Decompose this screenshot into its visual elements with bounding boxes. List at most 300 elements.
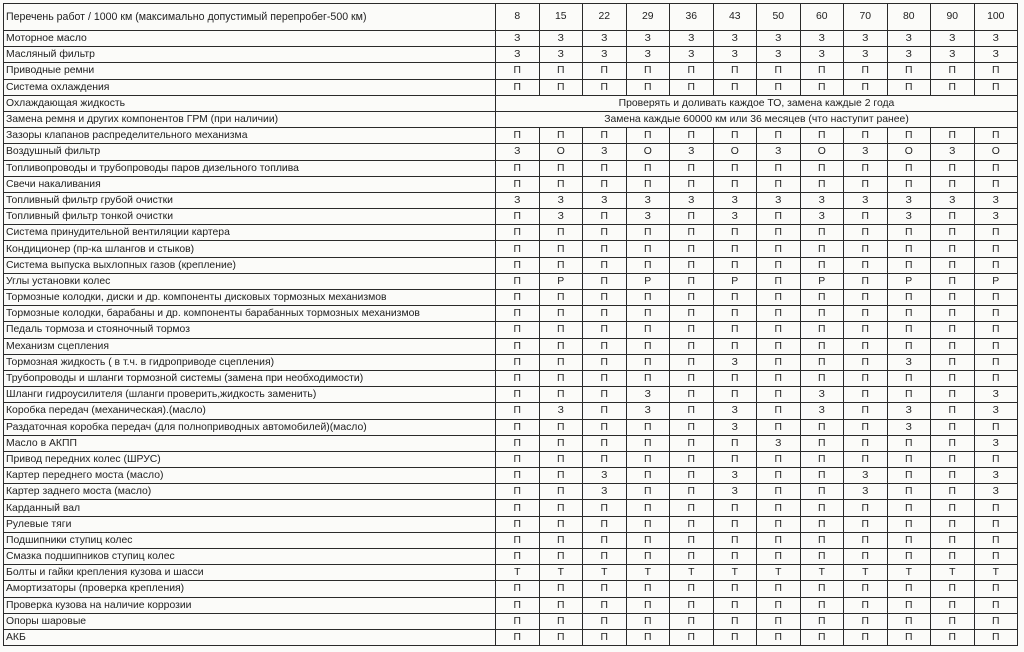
work-item-cell: П <box>931 419 975 435</box>
work-item-cell: П <box>539 354 583 370</box>
table-row <box>4 451 1018 467</box>
work-item-cell: З <box>844 192 888 208</box>
work-item-cell: П <box>844 597 888 613</box>
work-item-cell: П <box>800 338 844 354</box>
table-row <box>4 63 1018 79</box>
work-item-name: Кондиционер (пр-ка шлангов и стыков) <box>4 241 496 257</box>
work-item-cell: П <box>844 257 888 273</box>
work-item-cell: П <box>800 435 844 451</box>
work-item-cell: П <box>583 354 627 370</box>
work-item-cell: З <box>974 435 1018 451</box>
work-item-cell: П <box>757 500 801 516</box>
table-row <box>4 95 1018 111</box>
work-item-cell: П <box>800 581 844 597</box>
work-item-cell: П <box>496 225 540 241</box>
work-item-cell: П <box>844 532 888 548</box>
work-item-cell: П <box>757 63 801 79</box>
work-item-cell: З <box>626 47 670 63</box>
work-item-cell: З <box>539 31 583 47</box>
work-item-cell: П <box>844 79 888 95</box>
work-item-cell: З <box>626 192 670 208</box>
work-item-cell: П <box>931 532 975 548</box>
work-item-cell: П <box>887 613 931 629</box>
work-item-cell: П <box>844 629 888 645</box>
table-row <box>4 128 1018 144</box>
table-row <box>4 241 1018 257</box>
work-item-cell: П <box>800 322 844 338</box>
work-item-cell: П <box>800 629 844 645</box>
work-item-cell: П <box>539 322 583 338</box>
work-item-cell: П <box>974 225 1018 241</box>
work-item-cell: П <box>626 419 670 435</box>
work-item-cell: П <box>931 176 975 192</box>
table-row <box>4 468 1018 484</box>
work-item-cell: П <box>626 549 670 565</box>
work-item-cell: П <box>496 581 540 597</box>
work-item-cell: П <box>670 176 714 192</box>
table-row <box>4 370 1018 386</box>
work-item-cell: П <box>757 273 801 289</box>
work-item-cell: П <box>713 532 757 548</box>
work-item-cell: П <box>496 322 540 338</box>
work-item-cell: П <box>626 322 670 338</box>
work-item-cell: П <box>931 241 975 257</box>
work-item-cell: З <box>757 31 801 47</box>
work-item-cell: П <box>757 225 801 241</box>
work-item-name: Система охлаждения <box>4 79 496 95</box>
work-item-cell: П <box>757 597 801 613</box>
work-item-cell: П <box>974 338 1018 354</box>
work-item-cell: П <box>626 532 670 548</box>
work-item-cell: П <box>583 209 627 225</box>
work-item-cell: П <box>713 516 757 532</box>
table-row <box>4 484 1018 500</box>
work-item-cell: П <box>583 500 627 516</box>
work-item-cell: П <box>844 549 888 565</box>
work-item-cell: П <box>626 354 670 370</box>
work-item-cell: З <box>713 403 757 419</box>
work-item-cell: Т <box>844 565 888 581</box>
work-item-cell: П <box>583 257 627 273</box>
work-item-name: Подшипники ступиц колес <box>4 532 496 548</box>
work-item-cell: П <box>539 160 583 176</box>
work-item-name: Карданный вал <box>4 500 496 516</box>
work-item-cell: П <box>496 160 540 176</box>
work-item-cell: П <box>757 629 801 645</box>
work-item-cell: П <box>670 532 714 548</box>
work-item-cell: П <box>713 79 757 95</box>
work-item-cell: З <box>539 47 583 63</box>
work-item-cell: П <box>887 176 931 192</box>
work-item-cell: П <box>670 387 714 403</box>
work-item-cell: П <box>496 516 540 532</box>
work-item-cell: П <box>887 532 931 548</box>
work-item-cell: П <box>974 549 1018 565</box>
work-item-cell: П <box>844 581 888 597</box>
work-item-cell: З <box>496 192 540 208</box>
work-item-cell: П <box>974 500 1018 516</box>
work-item-cell: П <box>713 128 757 144</box>
work-item-cell: П <box>539 516 583 532</box>
work-item-cell: П <box>757 532 801 548</box>
work-item-cell: П <box>670 581 714 597</box>
work-item-cell: П <box>757 79 801 95</box>
interval-header: 50 <box>757 4 801 31</box>
work-item-cell: З <box>583 484 627 500</box>
work-item-cell: П <box>583 176 627 192</box>
work-item-note: Замена каждые 60000 км или 36 месяцев (что наступит ранее) <box>496 111 1018 127</box>
work-item-cell: П <box>713 176 757 192</box>
work-item-name: Шланги гидроусилителя (шланги проверить,жидкость заменить) <box>4 387 496 403</box>
work-item-cell: П <box>496 597 540 613</box>
work-item-cell: П <box>931 354 975 370</box>
work-item-cell: П <box>670 451 714 467</box>
work-item-name: Болты и гайки крепления кузова и шасси <box>4 565 496 581</box>
work-item-cell: З <box>800 47 844 63</box>
work-item-cell: П <box>887 225 931 241</box>
work-item-cell: П <box>713 451 757 467</box>
work-item-cell: П <box>844 451 888 467</box>
interval-header: 70 <box>844 4 888 31</box>
work-item-cell: П <box>887 370 931 386</box>
work-item-cell: П <box>800 370 844 386</box>
work-item-cell: З <box>670 31 714 47</box>
work-item-cell: З <box>539 209 583 225</box>
work-item-cell: П <box>670 273 714 289</box>
work-item-cell: З <box>974 387 1018 403</box>
work-item-cell: П <box>670 484 714 500</box>
work-item-name: Углы установки колес <box>4 273 496 289</box>
work-item-cell: П <box>583 581 627 597</box>
work-item-cell: П <box>670 225 714 241</box>
work-item-cell: З <box>844 31 888 47</box>
work-item-cell: П <box>670 128 714 144</box>
work-item-cell: П <box>844 176 888 192</box>
work-item-name: Раздаточная коробка передач (для полноприводных автомобилей)(масло) <box>4 419 496 435</box>
work-item-cell: П <box>626 629 670 645</box>
work-item-cell: О <box>539 144 583 160</box>
work-item-cell: П <box>626 516 670 532</box>
work-item-cell: П <box>844 225 888 241</box>
work-item-cell: П <box>800 160 844 176</box>
work-item-cell: П <box>713 322 757 338</box>
table-row <box>4 257 1018 273</box>
work-item-cell: П <box>626 613 670 629</box>
work-item-cell: П <box>974 419 1018 435</box>
work-item-cell: П <box>496 549 540 565</box>
work-item-cell: П <box>931 273 975 289</box>
work-item-name: Зазоры клапанов распределительного механизма <box>4 128 496 144</box>
work-item-cell: П <box>757 257 801 273</box>
work-item-cell: П <box>800 468 844 484</box>
interval-header: 90 <box>931 4 975 31</box>
work-item-cell: П <box>887 468 931 484</box>
work-item-cell: П <box>931 435 975 451</box>
work-item-cell: П <box>757 403 801 419</box>
work-item-cell: П <box>539 451 583 467</box>
work-item-cell: П <box>887 63 931 79</box>
work-item-cell: П <box>931 338 975 354</box>
work-item-cell: З <box>713 31 757 47</box>
work-item-cell: Т <box>539 565 583 581</box>
work-item-cell: П <box>974 532 1018 548</box>
work-item-cell: З <box>887 192 931 208</box>
work-item-cell: П <box>626 290 670 306</box>
work-item-cell: П <box>887 500 931 516</box>
work-item-cell: П <box>539 290 583 306</box>
work-item-cell: П <box>931 128 975 144</box>
work-item-cell: П <box>539 176 583 192</box>
work-item-cell: П <box>583 290 627 306</box>
table-row <box>4 354 1018 370</box>
work-item-cell: З <box>539 192 583 208</box>
work-item-cell: П <box>539 629 583 645</box>
work-item-cell: П <box>974 176 1018 192</box>
table-row <box>4 338 1018 354</box>
work-item-cell: П <box>539 597 583 613</box>
work-item-cell: П <box>800 306 844 322</box>
work-item-cell: П <box>931 79 975 95</box>
work-item-cell: П <box>496 290 540 306</box>
work-item-name: Тормозные колодки, барабаны и др. компоненты барабанных тормозных механизмов <box>4 306 496 322</box>
work-item-cell: П <box>539 257 583 273</box>
work-item-cell: З <box>626 403 670 419</box>
work-item-cell: П <box>583 306 627 322</box>
work-item-cell: Т <box>974 565 1018 581</box>
work-item-cell: З <box>496 144 540 160</box>
work-item-cell: П <box>757 241 801 257</box>
table-row <box>4 111 1018 127</box>
work-item-cell: П <box>931 306 975 322</box>
work-item-cell: П <box>670 209 714 225</box>
work-item-name: Картер переднего моста (масло) <box>4 468 496 484</box>
work-item-cell: П <box>496 484 540 500</box>
work-item-cell: З <box>887 209 931 225</box>
work-item-cell: П <box>800 63 844 79</box>
work-item-cell: З <box>757 192 801 208</box>
work-item-cell: П <box>670 306 714 322</box>
work-item-cell: П <box>583 225 627 241</box>
table-row <box>4 322 1018 338</box>
work-item-cell: П <box>713 500 757 516</box>
work-item-cell: П <box>800 241 844 257</box>
work-item-cell: П <box>974 128 1018 144</box>
work-item-cell: П <box>887 128 931 144</box>
work-item-cell: П <box>583 63 627 79</box>
work-item-cell: П <box>757 613 801 629</box>
work-item-name: Коробка передач (механическая).(масло) <box>4 403 496 419</box>
work-item-cell: З <box>539 403 583 419</box>
work-item-name: Замена ремня и других компонентов ГРМ (при наличии) <box>4 111 496 127</box>
work-item-cell: З <box>496 31 540 47</box>
work-item-cell: П <box>800 354 844 370</box>
work-item-cell: П <box>757 370 801 386</box>
work-item-cell: П <box>496 370 540 386</box>
work-item-name: Рулевые тяги <box>4 516 496 532</box>
work-item-cell: П <box>931 500 975 516</box>
work-item-cell: П <box>626 128 670 144</box>
work-item-cell: П <box>974 241 1018 257</box>
work-item-cell: П <box>626 241 670 257</box>
work-item-cell: П <box>844 63 888 79</box>
work-item-cell: П <box>670 322 714 338</box>
work-item-name: Приводные ремни <box>4 63 496 79</box>
work-item-name: Масляный фильтр <box>4 47 496 63</box>
work-item-cell: П <box>626 338 670 354</box>
work-item-cell: П <box>670 160 714 176</box>
work-item-cell: П <box>583 403 627 419</box>
work-item-cell: П <box>670 354 714 370</box>
work-item-cell: П <box>626 597 670 613</box>
work-item-cell: П <box>887 241 931 257</box>
work-item-cell: П <box>539 128 583 144</box>
table-row <box>4 597 1018 613</box>
work-item-cell: З <box>713 468 757 484</box>
work-item-cell: П <box>539 532 583 548</box>
work-item-cell: П <box>496 338 540 354</box>
work-item-cell: П <box>887 79 931 95</box>
work-item-cell: П <box>931 322 975 338</box>
work-item-cell: П <box>496 209 540 225</box>
work-item-cell: З <box>844 144 888 160</box>
work-item-cell: О <box>626 144 670 160</box>
work-item-cell: П <box>626 370 670 386</box>
work-item-cell: П <box>496 176 540 192</box>
table-row <box>4 192 1018 208</box>
work-item-cell: П <box>931 629 975 645</box>
work-item-cell: П <box>626 225 670 241</box>
work-item-cell: П <box>887 629 931 645</box>
work-item-cell: З <box>844 47 888 63</box>
work-item-cell: П <box>757 549 801 565</box>
work-item-cell: Т <box>800 565 844 581</box>
table-row <box>4 144 1018 160</box>
work-item-cell: П <box>713 549 757 565</box>
work-item-cell: П <box>626 484 670 500</box>
work-item-cell: Т <box>626 565 670 581</box>
work-item-cell: П <box>887 516 931 532</box>
work-item-cell: П <box>496 532 540 548</box>
work-item-cell: Р <box>626 273 670 289</box>
work-item-cell: П <box>713 370 757 386</box>
work-item-cell: П <box>974 354 1018 370</box>
work-item-cell: П <box>496 403 540 419</box>
work-item-cell: П <box>539 549 583 565</box>
work-item-cell: П <box>844 387 888 403</box>
work-item-name: Топливный фильтр грубой очистки <box>4 192 496 208</box>
table-row <box>4 176 1018 192</box>
work-item-cell: Т <box>583 565 627 581</box>
work-item-cell: П <box>887 581 931 597</box>
work-item-cell: Т <box>757 565 801 581</box>
table-row <box>4 209 1018 225</box>
work-item-cell: О <box>887 144 931 160</box>
work-item-cell: П <box>974 581 1018 597</box>
work-item-cell: П <box>887 290 931 306</box>
work-item-cell: П <box>496 306 540 322</box>
table-row <box>4 47 1018 63</box>
work-item-cell: П <box>887 306 931 322</box>
work-item-cell: П <box>583 629 627 645</box>
work-item-cell: П <box>757 387 801 403</box>
work-item-cell: П <box>931 516 975 532</box>
work-item-cell: З <box>713 419 757 435</box>
work-item-cell: П <box>844 322 888 338</box>
work-item-cell: П <box>626 63 670 79</box>
work-item-cell: П <box>844 290 888 306</box>
work-item-cell: З <box>974 468 1018 484</box>
work-item-cell: П <box>713 225 757 241</box>
work-item-cell: П <box>670 468 714 484</box>
work-item-cell: П <box>713 63 757 79</box>
work-item-cell: П <box>757 176 801 192</box>
work-item-cell: П <box>757 322 801 338</box>
work-item-cell: П <box>670 79 714 95</box>
work-item-cell: З <box>713 209 757 225</box>
work-item-cell: П <box>583 435 627 451</box>
work-item-cell: П <box>800 257 844 273</box>
work-item-cell: П <box>931 257 975 273</box>
work-item-name: Смазка подшипников ступиц колес <box>4 549 496 565</box>
work-item-cell: П <box>626 468 670 484</box>
table-row <box>4 160 1018 176</box>
work-item-cell: П <box>844 128 888 144</box>
work-item-cell: Р <box>539 273 583 289</box>
interval-header: 8 <box>496 4 540 31</box>
work-item-name: Система выпуска выхлопных газов (крепление) <box>4 257 496 273</box>
work-item-cell: П <box>539 468 583 484</box>
work-item-cell: П <box>713 257 757 273</box>
work-item-cell: П <box>626 435 670 451</box>
work-item-cell: З <box>887 419 931 435</box>
interval-header: 100 <box>974 4 1018 31</box>
work-item-cell: П <box>539 613 583 629</box>
work-item-name: АКБ <box>4 629 496 645</box>
work-item-cell: П <box>670 370 714 386</box>
work-item-cell: П <box>974 322 1018 338</box>
table-row <box>4 532 1018 548</box>
work-item-cell: П <box>887 549 931 565</box>
work-item-cell: З <box>844 468 888 484</box>
work-item-cell: П <box>626 79 670 95</box>
work-item-name: Тормозная жидкость ( в т.ч. в гидроприводе сцепления) <box>4 354 496 370</box>
work-item-cell: З <box>626 387 670 403</box>
interval-header: 80 <box>887 4 931 31</box>
work-item-cell: З <box>713 354 757 370</box>
work-item-cell: П <box>713 241 757 257</box>
work-item-cell: П <box>800 128 844 144</box>
work-item-cell: П <box>757 484 801 500</box>
work-item-cell: П <box>496 241 540 257</box>
work-item-cell: П <box>844 160 888 176</box>
work-item-cell: П <box>583 613 627 629</box>
table-row <box>4 403 1018 419</box>
work-item-cell: П <box>670 419 714 435</box>
work-item-cell: П <box>583 79 627 95</box>
work-item-cell: П <box>670 257 714 273</box>
work-item-cell: З <box>583 192 627 208</box>
work-item-cell: Т <box>887 565 931 581</box>
work-item-name: Проверка кузова на наличие коррозии <box>4 597 496 613</box>
work-item-cell: П <box>670 597 714 613</box>
work-item-cell: П <box>713 597 757 613</box>
work-item-name: Система принудительной вентиляции картера <box>4 225 496 241</box>
work-item-cell: П <box>757 468 801 484</box>
work-item-cell: П <box>670 629 714 645</box>
work-item-cell: З <box>974 192 1018 208</box>
table-row <box>4 290 1018 306</box>
work-item-cell: П <box>757 160 801 176</box>
